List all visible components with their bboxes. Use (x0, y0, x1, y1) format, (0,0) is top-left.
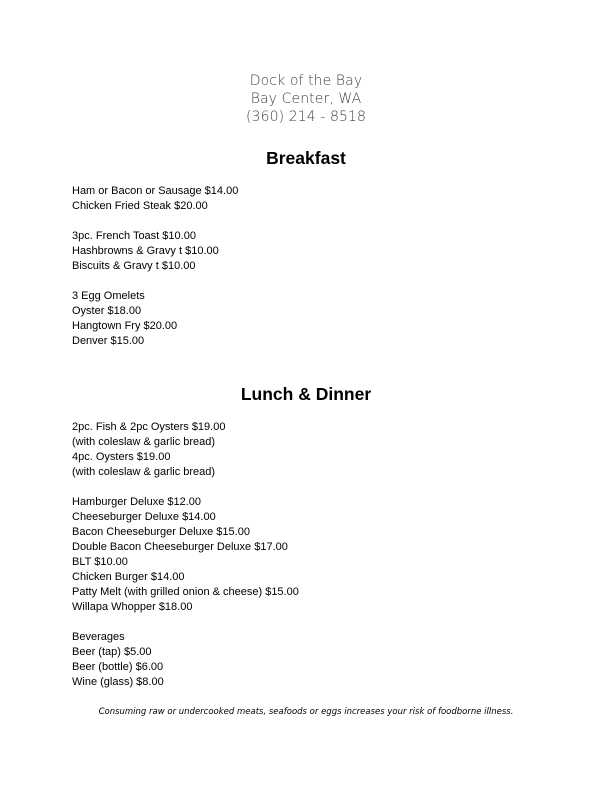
menu-item-note: (with coleslaw & garlic bread) (72, 436, 216, 448)
menu-item-note: (with coleslaw & garlic bread) (72, 466, 216, 478)
breakfast-group-3 (72, 289, 177, 349)
menu-item: Patty Melt (with grilled onion & cheese) $15.00 (72, 586, 299, 598)
lunch-dinner-title: Lunch & Dinner (240, 384, 372, 404)
menu-item: Hangtown Fry $20.00 (72, 320, 178, 332)
menu-item: Ham or Bacon or Sausage $14.00 (72, 185, 239, 197)
food-safety-notice: Consuming raw or undercooked meats, seafoods or eggs increases your risk of foodborne illness. (98, 707, 514, 717)
restaurant-header (0, 72, 612, 126)
restaurant-name: Dock of the Bay (249, 73, 363, 89)
menu-item: Wine (glass) $8.00 (72, 676, 164, 688)
menu-item: Chicken Burger $14.00 (72, 571, 185, 583)
menu-item: Hamburger Deluxe $12.00 (72, 496, 202, 508)
lunch-group-2 (72, 495, 299, 615)
menu-item: Denver $15.00 (72, 335, 145, 347)
menu-item: 2pc. Fish & 2pc Oysters $19.00 (72, 421, 226, 433)
menu-item: Beer (tap) $5.00 (72, 646, 152, 658)
lunch-group-1 (72, 420, 225, 480)
menu-item: Double Bacon Cheeseburger Deluxe $17.00 (72, 541, 288, 553)
menu-item: Willapa Whopper $18.00 (72, 601, 193, 613)
menu-subheading: Beverages (72, 631, 125, 643)
beverages-group (72, 630, 164, 690)
menu-item: 3pc. French Toast $10.00 (72, 230, 196, 242)
breakfast-group-1 (72, 184, 238, 214)
menu-item: Oyster $18.00 (72, 305, 142, 317)
menu-item: Cheeseburger Deluxe $14.00 (72, 511, 216, 523)
menu-item: Beer (bottle) $6.00 (72, 661, 164, 673)
menu-item: 4pc. Oysters $19.00 (72, 451, 171, 463)
restaurant-phone: (360) 214 - 8518 (246, 109, 366, 125)
menu-item: Chicken Fried Steak $20.00 (72, 200, 208, 212)
menu-subheading: 3 Egg Omelets (72, 290, 145, 302)
menu-item: Biscuits & Gravy t $10.00 (72, 260, 196, 272)
restaurant-location: Bay Center, WA (250, 91, 362, 107)
menu-item: BLT $10.00 (72, 556, 128, 568)
breakfast-group-2 (72, 229, 219, 274)
menu-item: Bacon Cheeseburger Deluxe $15.00 (72, 526, 250, 538)
breakfast-title: Breakfast (266, 148, 346, 168)
menu-item: Hashbrowns & Gravy t $10.00 (72, 245, 219, 257)
